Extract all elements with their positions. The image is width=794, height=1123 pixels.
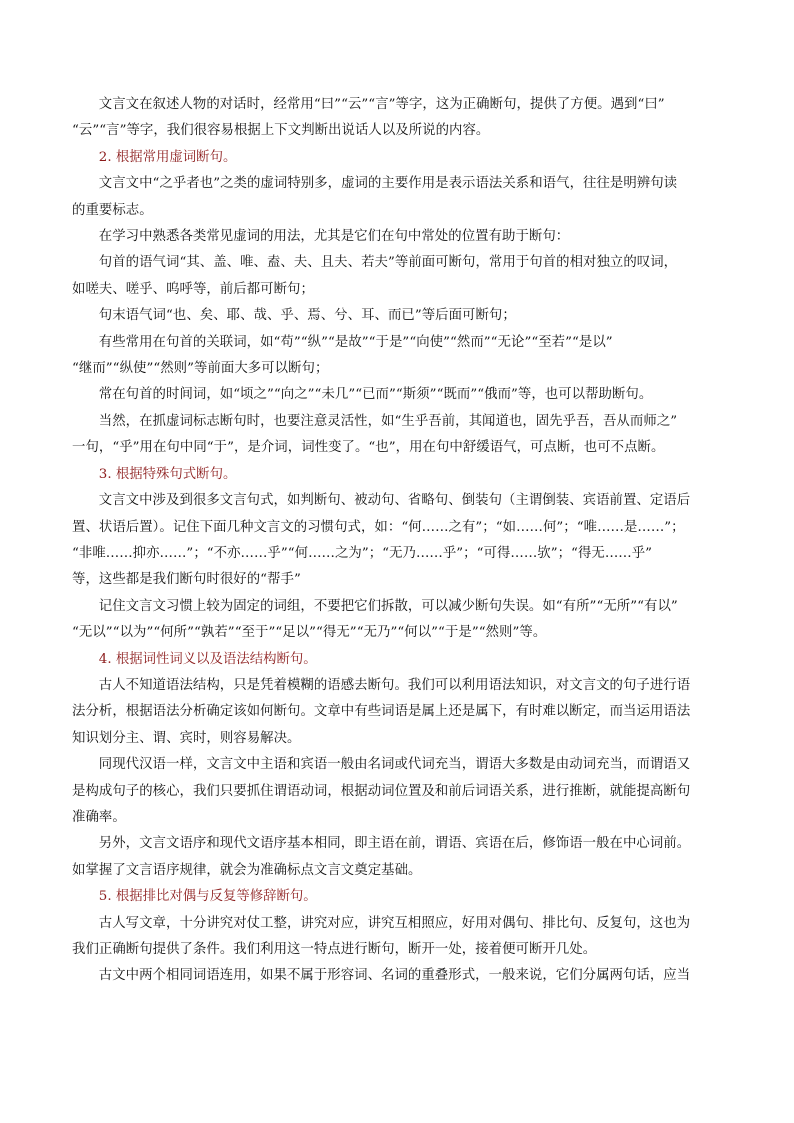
text-line: 古人不知道语法结构，只是凭着模糊的语感去断句。我们可以利用语法知识，对文言文的句子进行语 <box>98 677 691 693</box>
text-line: 3. 根据特殊句式断句。 <box>98 466 237 482</box>
text-line: 如嗟夫、嗟乎、呜呼等，前后都可断句； <box>72 281 314 297</box>
text-line: 准确率。 <box>72 809 126 825</box>
text-line: 文言文中“之乎者也”之类的虚词特别多，虚词的主要作用是表示语法关系和语气，往往是明辨句读 <box>98 176 678 192</box>
text-line: “无以”“以为”“何所”“孰若”“至于”“足以”“得无”“无乃”“何以”“于是”“然则”等。 <box>72 625 547 641</box>
paragraph <box>72 224 740 250</box>
text-line: 古人写文章，十分讲究对仗工整，讲究对应，讲究互相照应，好用对偶句、排比句、反复句，这也为 <box>98 915 691 931</box>
paragraph <box>72 330 740 383</box>
paragraph <box>72 752 740 831</box>
paragraph <box>72 594 740 647</box>
paragraph <box>72 911 740 964</box>
paragraph <box>72 171 740 224</box>
paragraph <box>72 963 740 989</box>
paragraph <box>72 92 740 145</box>
text-line: 知识划分主、谓、宾时，则容易解决。 <box>72 730 301 746</box>
text-line: 记住文言文习惯上较为固定的词组，不要把它们拆散，可以减少断句失误。如“有所”“无所”“有以” <box>98 598 678 614</box>
text-line: 4. 根据词性词义以及语法结构断句。 <box>98 651 317 667</box>
text-line: 同现代汉语一样，文言文中主语和宾语一般由名词或代词充当，谓语大多数是由动词充当，而谓语又 <box>98 757 691 773</box>
section-heading <box>72 145 740 171</box>
text-line: 的重要标志。 <box>72 202 153 218</box>
text-line: 我们正确断句提供了条件。我们利用这一特点进行断句，断开一处，接着便可断开几处。 <box>72 942 597 957</box>
text-line: 如掌握了文言语序规律，就会为准确标点文言文奠定基础。 <box>72 862 422 878</box>
text-line: 古文中两个相同词语连用，如果不属于形容词、名词的重叠形式，一般来说，它们分属两句话，应当 <box>98 968 691 984</box>
paragraph <box>72 488 740 594</box>
text-line: 常在句首的时间词，如“顷之”“向之”“未几”“已而”“斯须”“既而”“俄而”等，也可以帮助断句。 <box>98 387 653 403</box>
text-line: 2. 根据常用虚词断句。 <box>98 149 237 165</box>
text-line: 句末语气词“也、矣、耶、哉、乎、焉、兮、耳、而已”等后面可断句； <box>98 308 516 324</box>
section-heading <box>72 647 740 673</box>
text-line: “继而”“纵使”“然则”等前面大多可以断句； <box>72 361 329 377</box>
paragraph <box>72 382 740 408</box>
paragraph <box>72 250 740 303</box>
paragraph <box>72 831 740 884</box>
text-line: 是构成句子的核心，我们只要抓住谓语动词，根据动词位置及和前后词语关系，进行推断，就能提高断句 <box>72 783 691 799</box>
text-line: 有些常用在句首的关联词，如“苟”“纵”“是故”“于是”“向使”“然而”“无论”“至若”“是以” <box>98 334 613 350</box>
text-line: 5. 根据排比对偶与反复等修辞断句。 <box>98 889 317 905</box>
text-line: 文言文在叙述人物的对话时，经常用“曰”“云”“言”等字，这为正确断句，提供了方便。遇到“曰” <box>98 97 665 112</box>
document-body <box>72 92 740 990</box>
paragraph <box>72 409 740 462</box>
paragraph <box>72 673 740 752</box>
text-line: 一句，“乎”用在句中同“于”，是介词，词性变了。“也”，用在句中舒缓语气，可点断，也可不点断。 <box>72 440 665 456</box>
text-line: 文言文中涉及到很多文言句式，如判断句、被动句、省略句、倒装句（主谓倒装、宾语前置、定语后 <box>98 493 691 509</box>
paragraph <box>72 303 740 329</box>
text-line: 另外，文言文语序和现代文语序基本相同，即主语在前，谓语、宾语在后，修饰语一般在中心词前。 <box>98 836 691 852</box>
text-line: 在学习中熟悉各类常见虚词的用法，尤其是它们在句中常处的位置有助于断句： <box>98 229 570 245</box>
section-heading <box>72 462 740 488</box>
text-line: 等，这些都是我们断句时很好的“帮手” <box>72 572 301 588</box>
text-line: “云”“言”等字，我们很容易根据上下文判断出说话人以及所说的内容。 <box>72 123 490 139</box>
text-line: 置、状语后置）。记住下面几种文言文的习惯句式，如：“何……之有”；“如……何”；“唯……是……”； <box>72 519 685 535</box>
text-line: “非唯……抑亦……”；“不亦……乎”“何……之为”；“无乃……乎”；“可得……欤”；“得无……乎” <box>72 545 653 561</box>
text-line: 当然，在抓虚词标志断句时，也要注意灵活性，如“生乎吾前，其闻道也，固先乎吾，吾从而师之” <box>98 413 678 429</box>
text-line: 句首的语气词“其、盖、唯、盍、夫、且夫、若夫”等前面可断句，常用于句首的相对独立的叹词， <box>98 255 678 271</box>
text-line: 法分析，根据语法分析确定该如何断句。文章中有些词语是属上还是属下，有时难以断定，而当运用语法 <box>72 704 691 720</box>
section-heading <box>72 884 740 910</box>
